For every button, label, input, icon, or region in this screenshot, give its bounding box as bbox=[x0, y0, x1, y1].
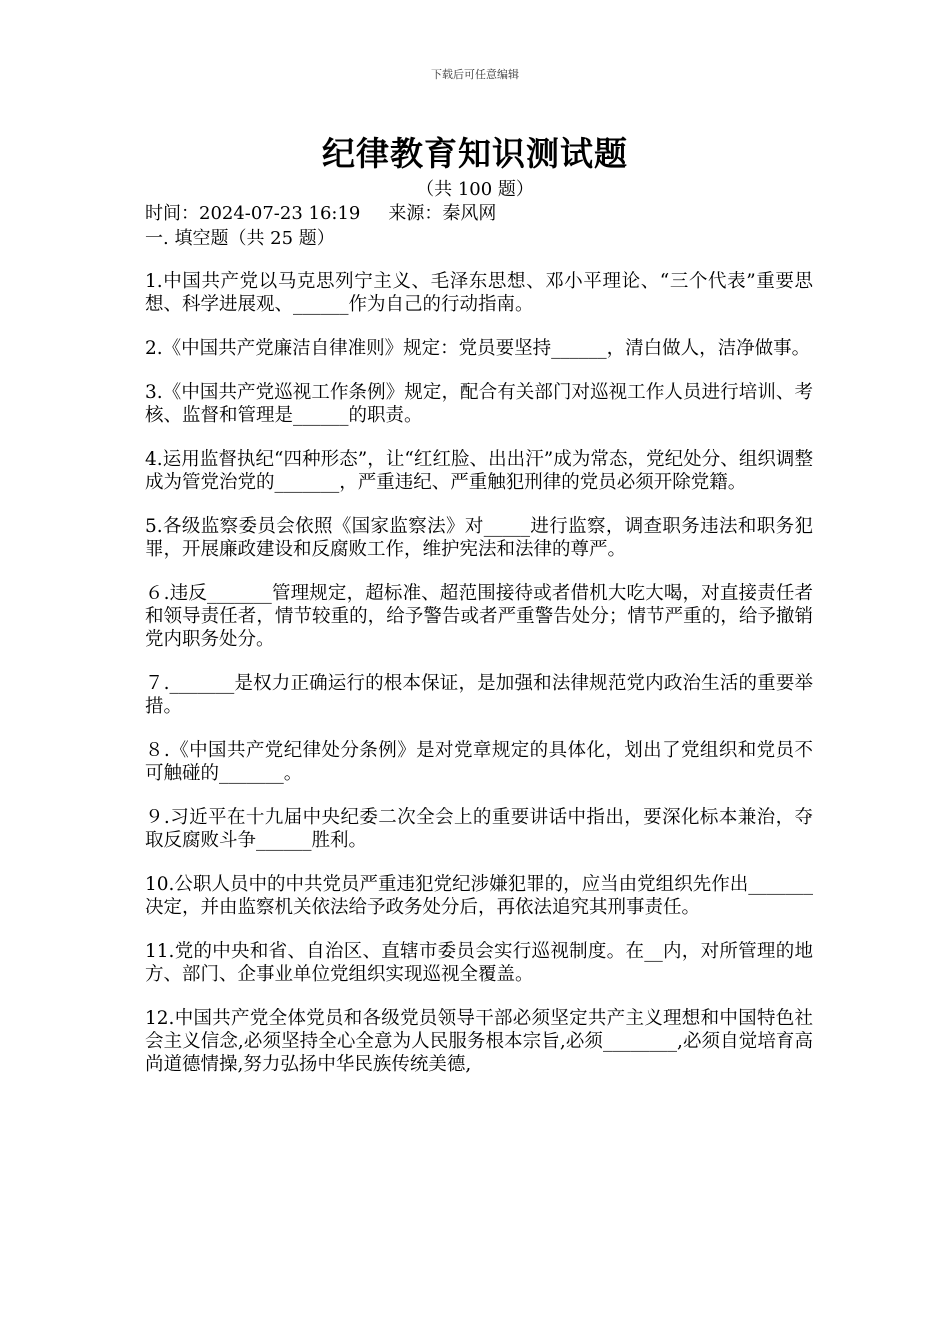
page-subtitle: （共 100 题） bbox=[416, 179, 534, 200]
question-item: 12.中国共产党全体党员和各级党员领导干部必须坚定共产主义理想和中国特色社会主义信念,必须坚持全心全意为人民服务根本宗旨,必须________,必须自觉培育高尚道德情操,努力弘扬中华民族传统美德, bbox=[145, 1008, 813, 1075]
question-item: 2.《中国共产党廉洁自律准则》规定：党员要坚持______，清白做人，洁净做事。 bbox=[145, 338, 811, 359]
publish-time: 时间：2024-07-23 16:19 bbox=[145, 203, 361, 224]
question-item: 5.各级监察委员会依照《国家监察法》对_____进行监察，调查职务违法和职务犯罪，开展廉政建设和反腐败工作，维护宪法和法律的尊严。 bbox=[145, 516, 813, 560]
question-item: ６.违反_______管理规定，超标准、超范围接待或者借机大吃大喝，对直接责任者和领导责任者，情节较重的，给予警告或者严重警告处分；情节严重的，给予撤销党内职务处分。 bbox=[145, 583, 813, 650]
question-list bbox=[145, 270, 813, 1097]
question-item: ８.《中国共产党纪律处分条例》是对党章规定的具体化，划出了党组织和党员不可触碰的_______。 bbox=[145, 740, 813, 784]
article-meta bbox=[145, 199, 496, 225]
question-item: 10.公职人员中的中共党员严重违犯党纪涉嫌犯罪的，应当由党组织先作出_______决定，并由监察机关依法给予政务处分后，再依法追究其刑事责任。 bbox=[145, 874, 813, 918]
question-item: 11.党的中央和省、自治区、直辖市委员会实行巡视制度。在__内，对所管理的地方、部门、企事业单位党组织实现巡视全覆盖。 bbox=[145, 941, 813, 985]
question-item: 1.中国共产党以马克思列宁主义、毛泽东思想、邓小平理论、“三个代表”重要思想、科学进展观、______作为自己的行动指南。 bbox=[145, 271, 813, 315]
question-item: 4.运用监督执纪“四种形态”，让“红红脸、出出汗”成为常态，党纪处分、组织调整成为管党治党的_______，严重违纪、严重触犯刑律的党员必须开除党籍。 bbox=[145, 449, 813, 493]
section-heading: 一. 填空题（共 25 题） bbox=[145, 228, 335, 249]
question-item: ９.习近平在十九届中央纪委二次全会上的重要讲话中指出，要深化标本兼治，夺取反腐败斗争______胜利。 bbox=[145, 807, 813, 851]
question-item: 3.《中国共产党巡视工作条例》规定，配合有关部门对巡视工作人员进行培训、考核、监督和管理是______的职责。 bbox=[145, 382, 813, 426]
page-title: 纪律教育知识测试题 bbox=[322, 134, 628, 173]
article-source: 来源：秦风网 bbox=[388, 203, 497, 224]
question-item: ７._______是权力正确运行的根本保证，是加强和法律规范党内政治生活的重要举措。 bbox=[145, 673, 813, 717]
header-note: 下载后可任意编辑 bbox=[431, 68, 519, 81]
